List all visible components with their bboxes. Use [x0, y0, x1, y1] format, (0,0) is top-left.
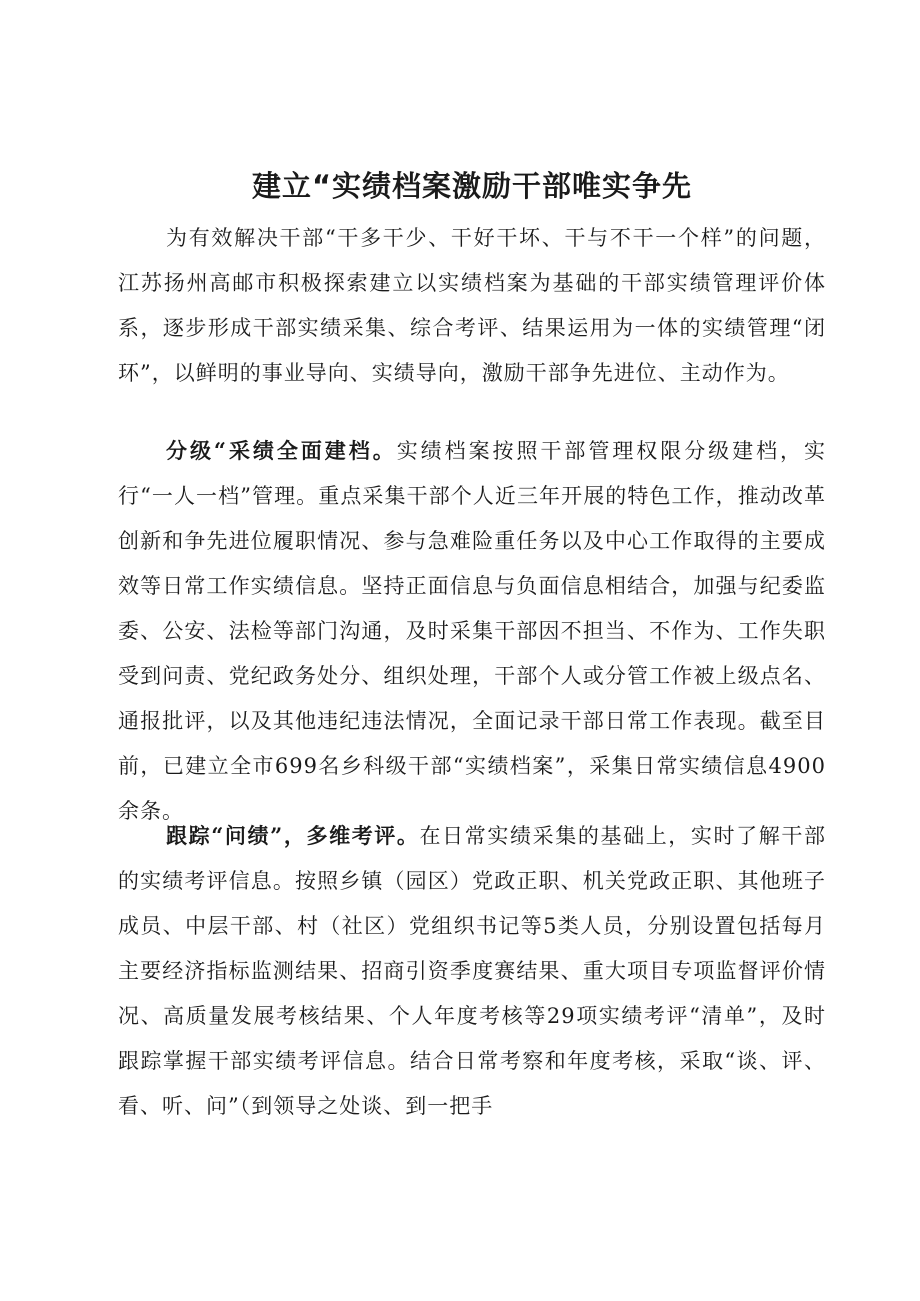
paragraph-text: 为有效解决干部“干多干少、干好干坏、干与不干一个样”的问题，江苏扬州高邮市积极探索建立以实绩档案为基础的干部实绩管理评价体系，逐步形成干部实绩采集、综合考评、结果运用为一体的实绩管理“闭环”，以鲜明的事业导向、实绩导向，激励干部争先进位、主动作为。 [118, 226, 826, 385]
paragraph-text: 实绩档案按照干部管理权限分级建档，实行“一人一档”管理。重点采集干部个人近三年开展的特色工作，推动改革创新和争先进位履职情况、参与急难险重任务以及中心工作取得的主要成效等日常工作实绩信息。坚持正面信息与负面信息相结合，加强与纪委监委、公安、法检等部门沟通，及时采集干部因不担当、不作为、工作失职受到问责、党纪政务处分、组织处理，干部个人或分管工作被上级点名、通报批评，以及其他违纪违法情况，全面记录干部日常工作表现。截至目前，已建立全市699名乡科级干部“实绩档案”，采集日常实绩信息4900余条。 [118, 439, 826, 823]
paragraph-archive [118, 428, 826, 834]
paragraph-evaluation [118, 813, 826, 1129]
paragraph-intro [118, 216, 826, 396]
paragraph-lead: 分级“采绩全面建档。 [166, 438, 397, 463]
document-title: 建立“实绩档案激励干部唯实争先 [251, 169, 693, 203]
paragraph-lead: 跟踪“问绩”，多维考评。 [166, 823, 420, 848]
paragraph-text: 在日常实绩采集的基础上，实时了解干部的实绩考评信息。按照乡镇（园区）党政正职、机关党政正职、其他班子成员、中层干部、村（社区）党组织书记等5类人员，分别设置包括每月主要经济指标监测结果、招商引资季度赛结果、重大项目专项监督评价情况、高质量发展考核结果、个人年度考核等29项实绩考评“清单”，及时跟踪掌握干部实绩考评信息。结合日常考察和年度考核，采取“谈、评、看、听、问”（到领导之处谈、到一把手 [118, 824, 826, 1118]
